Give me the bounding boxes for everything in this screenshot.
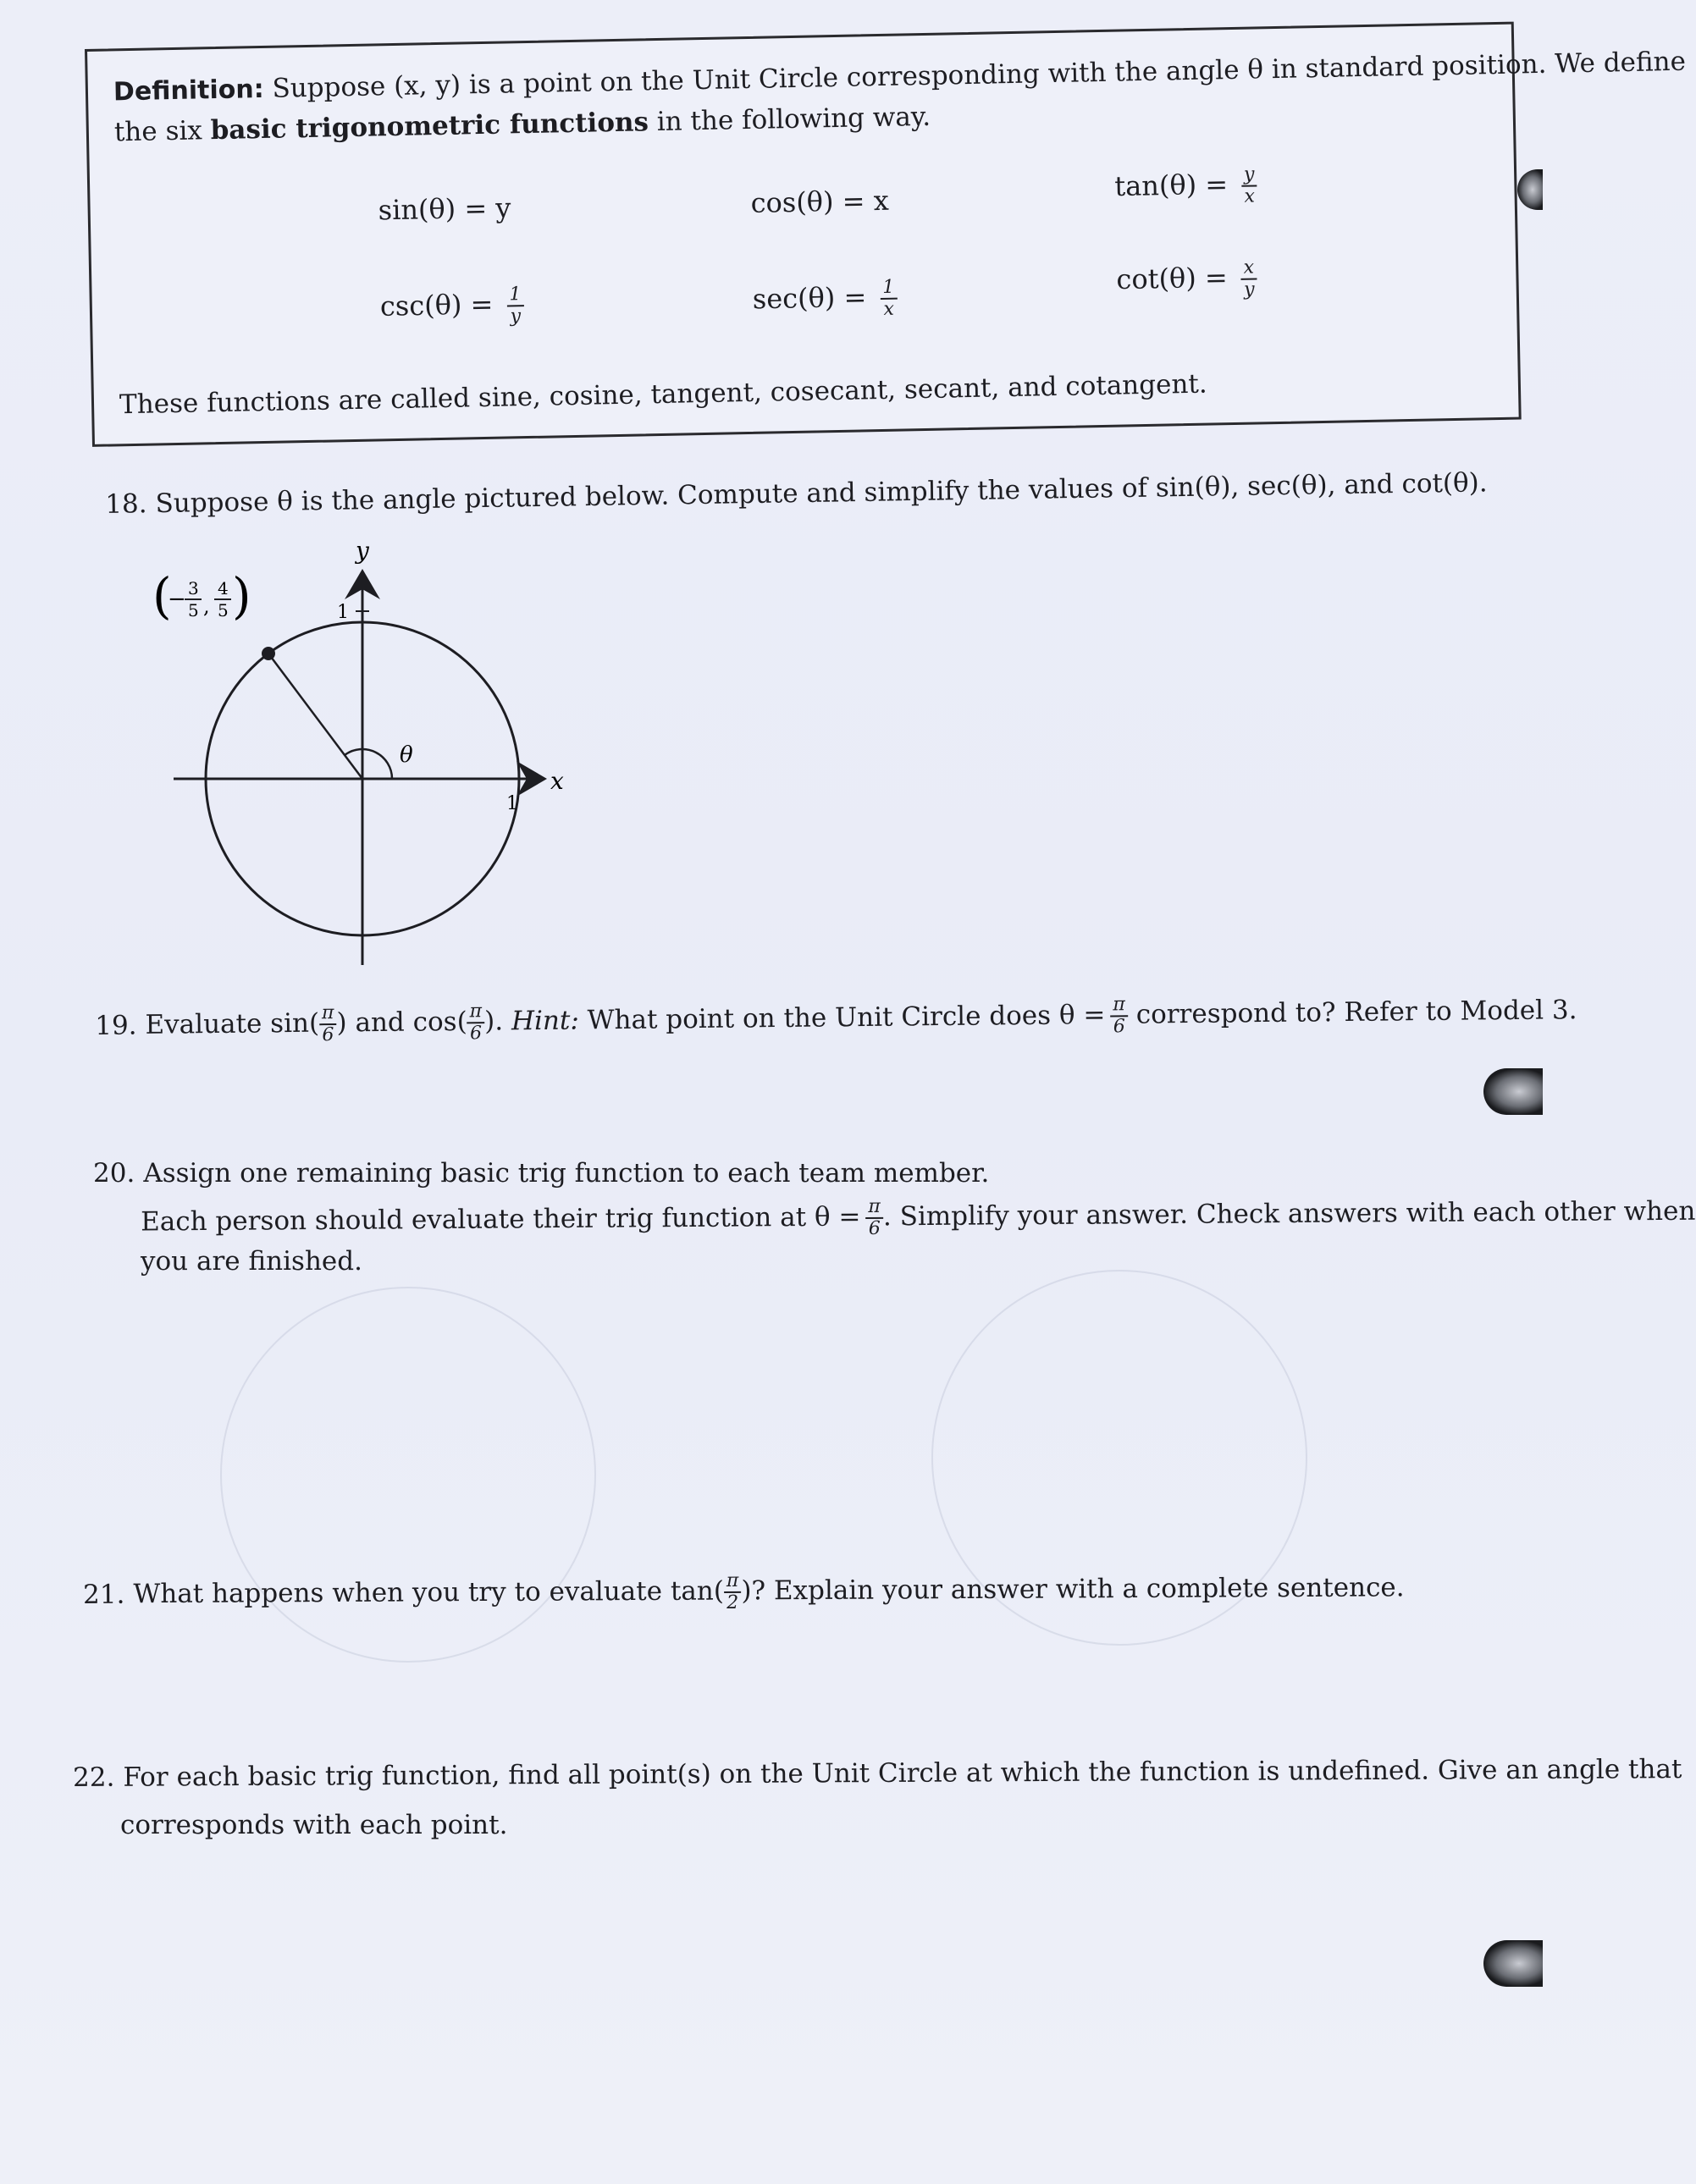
question-20-line-2a: Each person should evaluate their trig function at θ = (141, 1201, 861, 1238)
sec-denominator: x (883, 298, 895, 320)
definition-line-1 (113, 47, 1687, 108)
tan-denominator: x (1244, 185, 1256, 207)
question-18-text: Suppose θ is the angle pictured below. Compute and simplify the values of sin(θ), sec(θ), and cot(θ). (155, 467, 1488, 520)
cos-formula-text: cos(θ) = x (750, 184, 890, 219)
q19-frac1-den: 6 (322, 1024, 334, 1046)
q20-frac-num: π (865, 1197, 883, 1219)
y-coord-denominator: 5 (218, 600, 229, 620)
q20-fraction (865, 1197, 883, 1239)
q19-fraction-3 (1110, 995, 1128, 1037)
question-22-line-2: corresponds with each point. (120, 1810, 508, 1840)
q19-frac2-den: 6 (469, 1023, 483, 1045)
point-coordinate-label (152, 567, 251, 625)
question-19-text-3: correspond to? Refer to Model 3. (1135, 995, 1577, 1030)
question-19-number: 19. (95, 1009, 137, 1041)
definition-text-2a: the six (113, 115, 203, 148)
q19-frac3-den: 6 (1113, 1016, 1125, 1038)
sec-fraction (880, 278, 898, 320)
x-axis-label: x (550, 767, 564, 795)
cot-formula (1116, 257, 1257, 302)
question-19-text-1: Evaluate sin (145, 1007, 310, 1040)
q19-fraction-2 (467, 1001, 484, 1044)
question-18 (105, 467, 1488, 520)
sec-numerator: 1 (880, 278, 897, 300)
minus-sign: − (168, 587, 186, 612)
binder-ring-bottom (1483, 1940, 1543, 1987)
tan-formula-text: tan(θ) = (1113, 168, 1229, 203)
question-21-number: 21. (83, 1579, 125, 1610)
question-21: 21. What happens when you try to evaluate tan( $\frac{\pi}{2}$ )? Explain your answer with a complete sentence. (83, 1569, 1405, 1614)
definition-bold-term: basic trigonometric functions (210, 107, 649, 146)
cot-denominator: y (1243, 279, 1255, 301)
question-19: 19. Evaluate sin( $\frac{\pi}{6}$ ) and cos( $\frac{\pi}{6}$ ). Hint: What point on the Unit Circle does θ = $\frac{\pi}{6}$ correspond to? Refer to Model 3. (95, 994, 1577, 1046)
question-20-line-2-row (141, 1191, 1696, 1244)
csc-denominator: y (510, 306, 522, 328)
question-20-line-3: you are finished. (141, 1246, 362, 1277)
point-on-circle (262, 647, 275, 660)
definition-box (85, 22, 1687, 447)
cot-numerator: x (1240, 257, 1257, 279)
y-coord-numerator: 4 (218, 578, 229, 598)
terminal-side (268, 654, 362, 779)
right-paren: ) (232, 567, 251, 625)
question-21-text-1: What happens when you try to evaluate tan (133, 1575, 714, 1610)
question-21-text-2: ? Explain your answer with a complete sentence. (751, 1572, 1405, 1607)
x-coord-denominator: 5 (188, 600, 199, 620)
sec-formula-text: sec(θ) = (752, 280, 867, 316)
definition-label: Definition: (113, 74, 265, 108)
question-18-number: 18. (105, 488, 147, 520)
x-coord-numerator: 3 (188, 578, 199, 598)
q21-frac-num: π (724, 1571, 742, 1593)
left-paren: ( (152, 567, 172, 625)
q21-fraction (724, 1571, 742, 1613)
tan-formula (1114, 164, 1257, 209)
angle-label: θ (400, 742, 413, 768)
cot-fraction (1240, 257, 1257, 300)
q19-frac3-num: π (1110, 995, 1128, 1017)
question-20-line-1: Assign one remaining basic trig function to each team member. (143, 1158, 990, 1189)
q19-fraction-1 (319, 1003, 337, 1045)
definition-line-2 (114, 102, 931, 148)
question-22-number: 22. (73, 1762, 115, 1793)
definition-text-1: Suppose (x, y) is a point on the Unit Circle corresponding with the angle θ in standard position. We define (272, 46, 1687, 104)
q19-hint-label: Hint: (511, 1005, 579, 1037)
definition-text-2b: in the following way. (656, 101, 931, 138)
q21-frac-den: 2 (726, 1591, 739, 1614)
x-tick-label: 1 (506, 793, 518, 814)
sin-formula (378, 191, 511, 226)
question-20-line-3-row (141, 1246, 362, 1277)
sec-formula (752, 278, 898, 323)
question-20-line-2b: . Simplify your answer. Check answers with each other when (882, 1195, 1696, 1233)
q19-hint-text: What point on the Unit Circle does θ = (587, 1000, 1106, 1036)
sin-formula-text: sin(θ) = y (378, 191, 511, 227)
definition-closing-text: These functions are called sine, cosine, tangent, cosecant, secant, and cotangent. (119, 368, 1207, 421)
y-axis-label: y (356, 537, 369, 565)
csc-numerator: 1 (506, 284, 523, 306)
binder-ring-middle (1483, 1068, 1543, 1115)
question-22 (73, 1754, 1682, 1793)
q19-frac1-num: π (319, 1003, 337, 1025)
comma: , (203, 594, 210, 618)
csc-formula (379, 284, 524, 329)
cot-formula-text: cot(θ) = (1116, 261, 1229, 296)
binder-ring-top (1517, 169, 1543, 210)
definition-closing (119, 369, 1207, 421)
question-20-number: 20. (93, 1158, 135, 1189)
tan-fraction (1241, 164, 1257, 207)
unit-circle-diagram (152, 525, 593, 982)
cos-formula (750, 185, 889, 219)
csc-formula-text: csc(θ) = (379, 288, 494, 323)
q20-frac-den: 6 (868, 1217, 881, 1239)
question-20 (93, 1158, 989, 1189)
tan-numerator: y (1241, 164, 1257, 186)
q19-frac2-num: π (467, 1001, 484, 1023)
question-22-line-2-row (120, 1810, 507, 1840)
question-22-line-1: For each basic trig function, find all point(s) on the Unit Circle at which the function is undefined. Give an angle that (123, 1754, 1682, 1793)
csc-fraction (506, 284, 524, 327)
y-tick-label: 1 (337, 602, 349, 623)
question-19-text-2: and cos (355, 1007, 457, 1039)
